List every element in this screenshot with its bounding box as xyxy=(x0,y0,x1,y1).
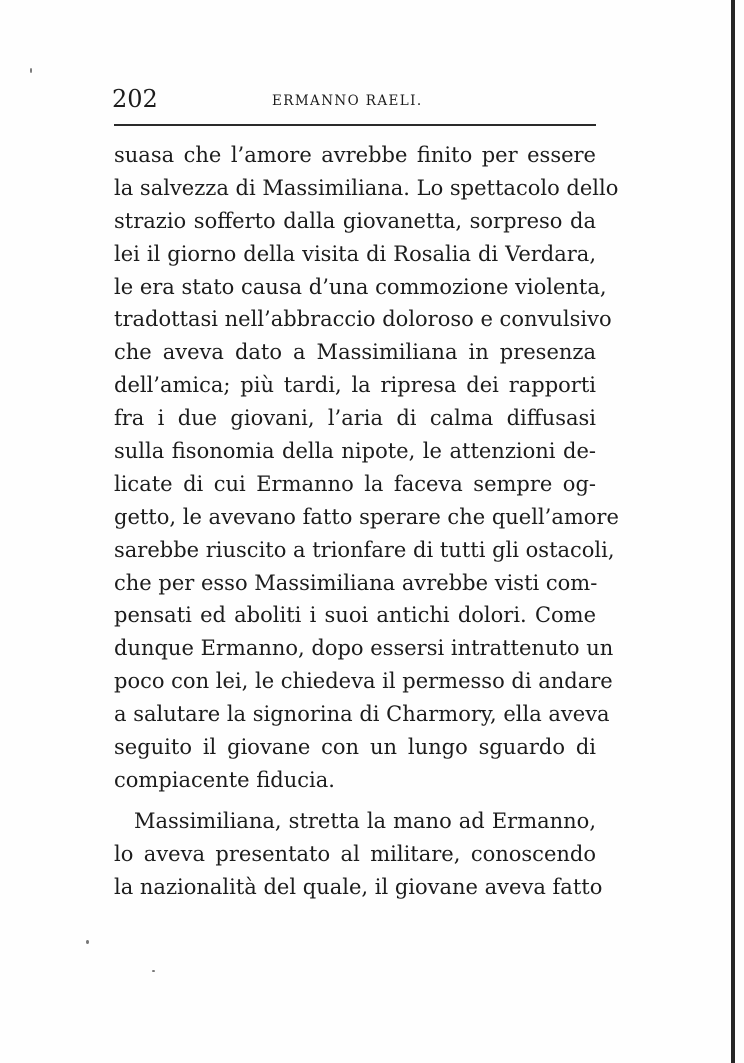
text-line: compiacente fiducia. xyxy=(114,767,335,792)
text-line: a salutare la signorina di Charmory, ella aveva xyxy=(114,702,610,727)
text-line: poco con lei, le chiedeva il permesso di andare xyxy=(114,669,613,694)
text-line: sarebbe riuscito a trionfare di tutti gli ostacoli, xyxy=(114,537,615,562)
header-rule xyxy=(114,124,596,126)
text-line: suasa che l’amore avrebbe finito per essere xyxy=(114,143,596,167)
running-title: ERMANNO RAELI. xyxy=(272,93,423,109)
text-line: licate di cui Ermanno la faceva sempre og- xyxy=(114,471,596,496)
page-number: 202 xyxy=(112,85,158,113)
text-line: Massimiliana, stretta la mano ad Ermanno, xyxy=(134,808,596,833)
paper-speck xyxy=(30,68,32,73)
text-line: sulla fisonomia della nipote, le attenzioni de- xyxy=(114,439,596,464)
text-line: pensati ed aboliti i suoi antichi dolori. Come xyxy=(114,603,596,628)
text-line: la nazionalità del quale, il giovane aveva fatto xyxy=(114,874,603,899)
body-text xyxy=(114,139,619,903)
paragraph xyxy=(114,805,603,904)
text-line: seguito il giovane con un lungo sguardo di xyxy=(114,735,596,760)
text-line: dell’amica; più tardi, la ripresa dei rapporti xyxy=(114,373,596,398)
text-line: lo aveva presentato al militare, conoscendo xyxy=(114,841,596,866)
text-line: fra i due giovani, l’aria di calma diffusasi xyxy=(114,406,596,431)
text-line: getto, le avevano fatto sperare che quell’amore xyxy=(114,504,619,529)
text-line: la salvezza di Massimiliana. Lo spettacolo dello xyxy=(114,175,619,200)
text-line: lei il giorno della visita di Rosalia di Verdara, xyxy=(114,241,596,266)
paragraph-gap xyxy=(114,797,596,805)
text-line: dunque Ermanno, dopo essersi intrattenuto un xyxy=(114,636,614,661)
page-edge-line xyxy=(731,0,735,1063)
paper-speck xyxy=(152,970,155,972)
text-line: le era stato causa d’una commozione violenta, xyxy=(114,274,607,299)
paper-speck xyxy=(86,940,89,944)
text-line: che per esso Massimiliana avrebbe visti com- xyxy=(114,570,598,595)
text-line: che aveva dato a Massimiliana in presenza xyxy=(114,340,596,365)
paragraph xyxy=(114,139,619,797)
page-header xyxy=(112,84,597,116)
text-line: strazio sofferto dalla giovanetta, sorpreso da xyxy=(114,208,596,233)
text-line: tradottasi nell’abbraccio doloroso e convulsivo xyxy=(114,307,612,332)
